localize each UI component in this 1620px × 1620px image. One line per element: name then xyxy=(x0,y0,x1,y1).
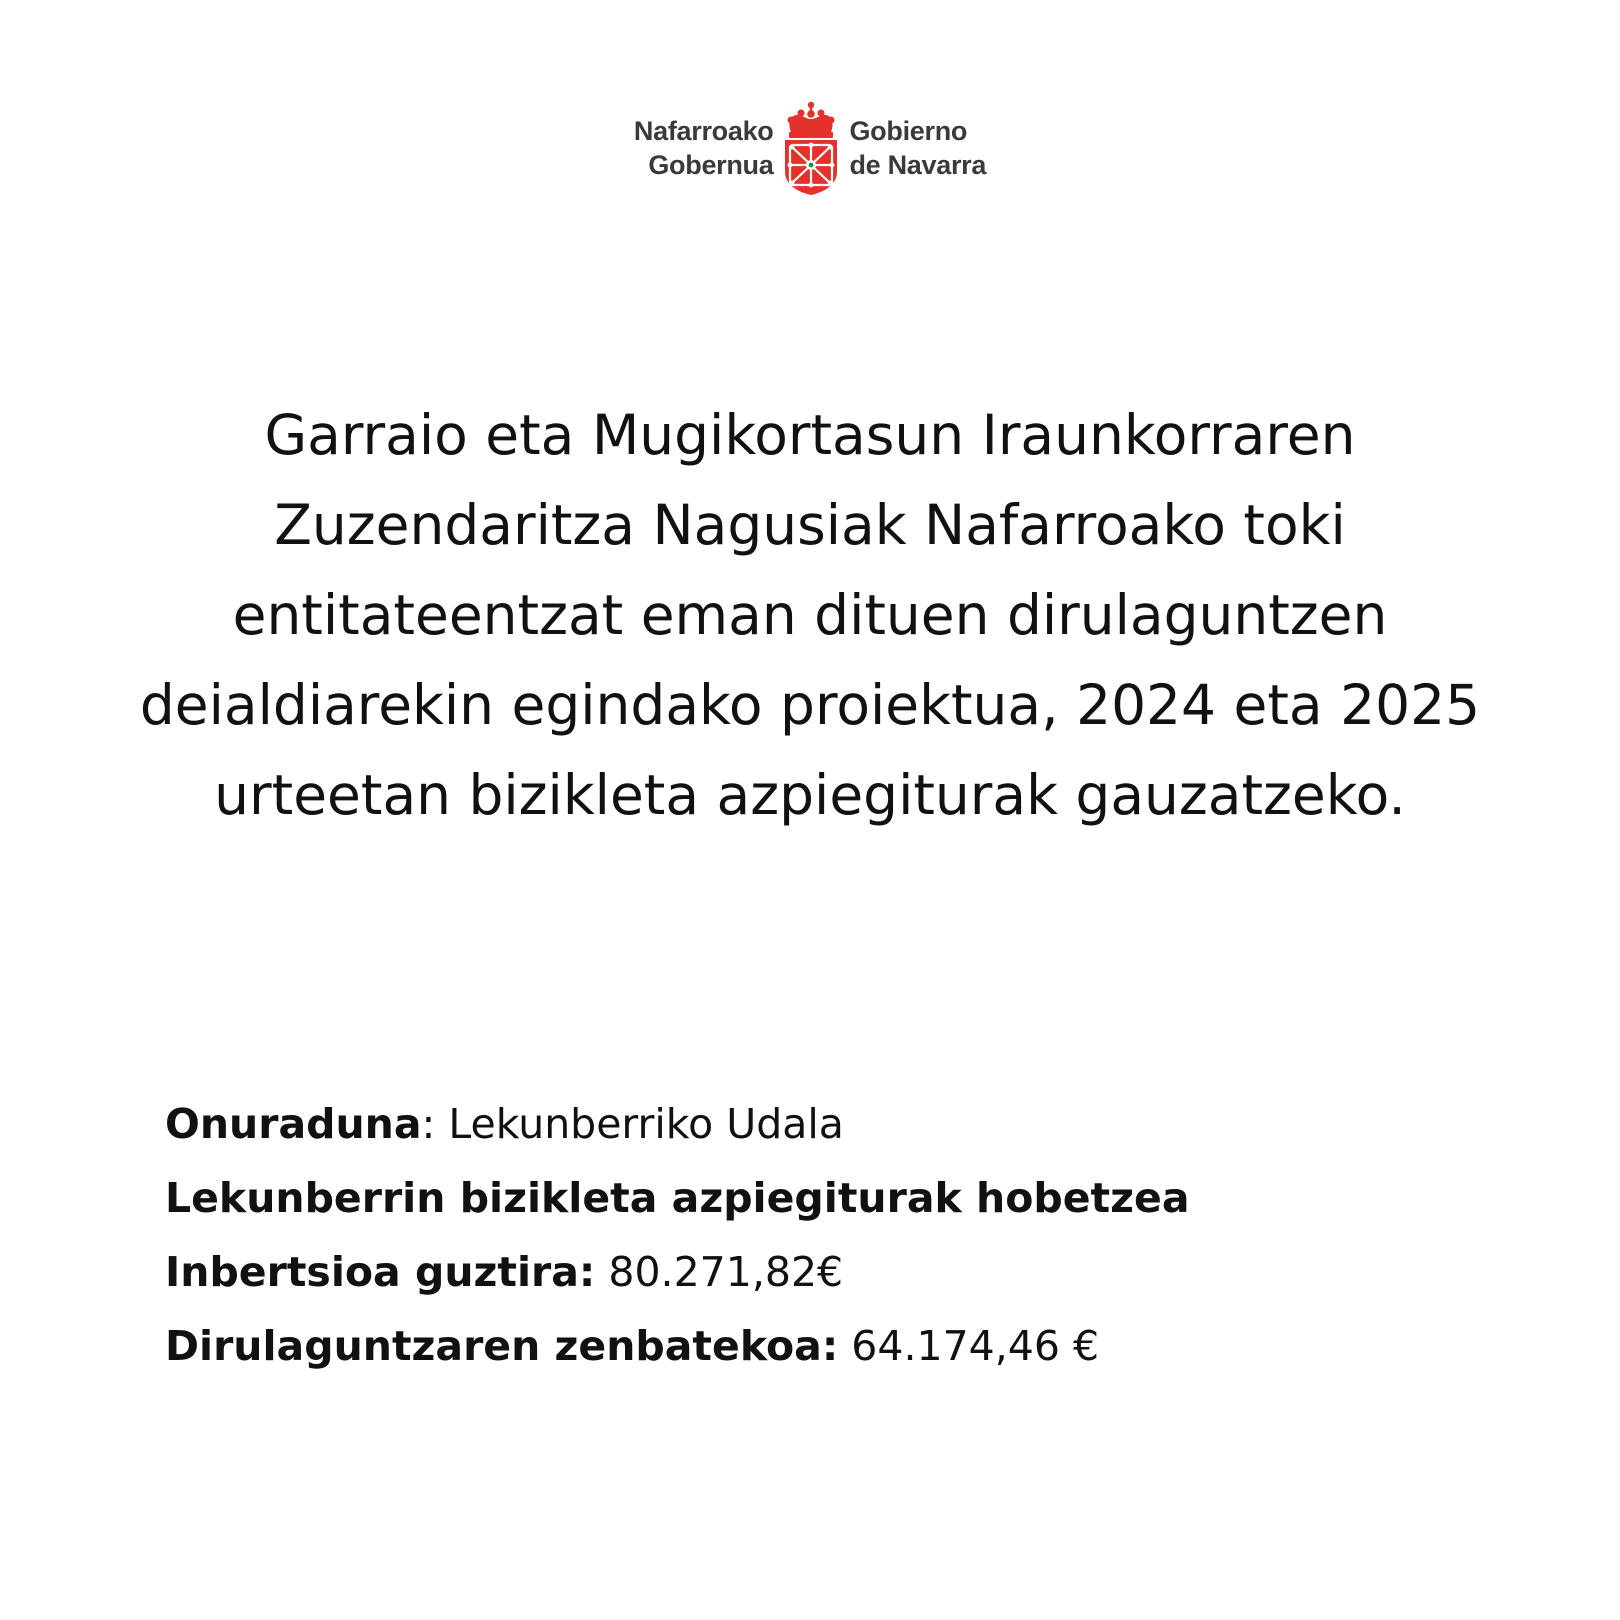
government-logo xyxy=(0,100,1620,196)
investment-row xyxy=(165,1235,1465,1309)
beneficiary-separator: : xyxy=(421,1100,449,1148)
beneficiary-row xyxy=(165,1087,1465,1161)
beneficiary-label: Onuraduna xyxy=(165,1100,422,1148)
logo-text-basque xyxy=(634,114,774,182)
logo-left-line2: Gobernua xyxy=(648,150,774,180)
project-title: Lekunberrin bizikleta azpiegiturak hobetzea xyxy=(165,1174,1190,1222)
investment-value: 80.271,82€ xyxy=(595,1248,844,1296)
investment-label: Inbertsioa guztira: xyxy=(165,1248,596,1296)
page-title: Garraio eta Mugikortasun Iraunkorraren Zuzendaritza Nagusiak Nafarroako toki entitateentzat eman dituen dirulaguntzen deialdiarekin egindako proiektua, 2024 eta 2025 urteetan bizikleta azpiegiturak gauzatzeko. xyxy=(139,403,1481,827)
subsidy-row xyxy=(165,1309,1465,1383)
project-details xyxy=(165,1087,1465,1383)
subsidy-label: Dirulaguntzaren zenbatekoa: xyxy=(165,1322,839,1370)
subsidy-value: 64.174,46 € xyxy=(838,1322,1100,1370)
logo-left-line1: Nafarroako xyxy=(633,116,774,146)
logo-right-line2: de Navarra xyxy=(849,150,987,180)
beneficiary-value: Lekunberriko Udala xyxy=(448,1100,844,1148)
logo-right-line1: Gobierno xyxy=(849,116,968,146)
project-title-row xyxy=(165,1161,1465,1235)
logo-text-spanish xyxy=(849,114,986,182)
navarra-coat-of-arms-icon xyxy=(781,100,841,196)
